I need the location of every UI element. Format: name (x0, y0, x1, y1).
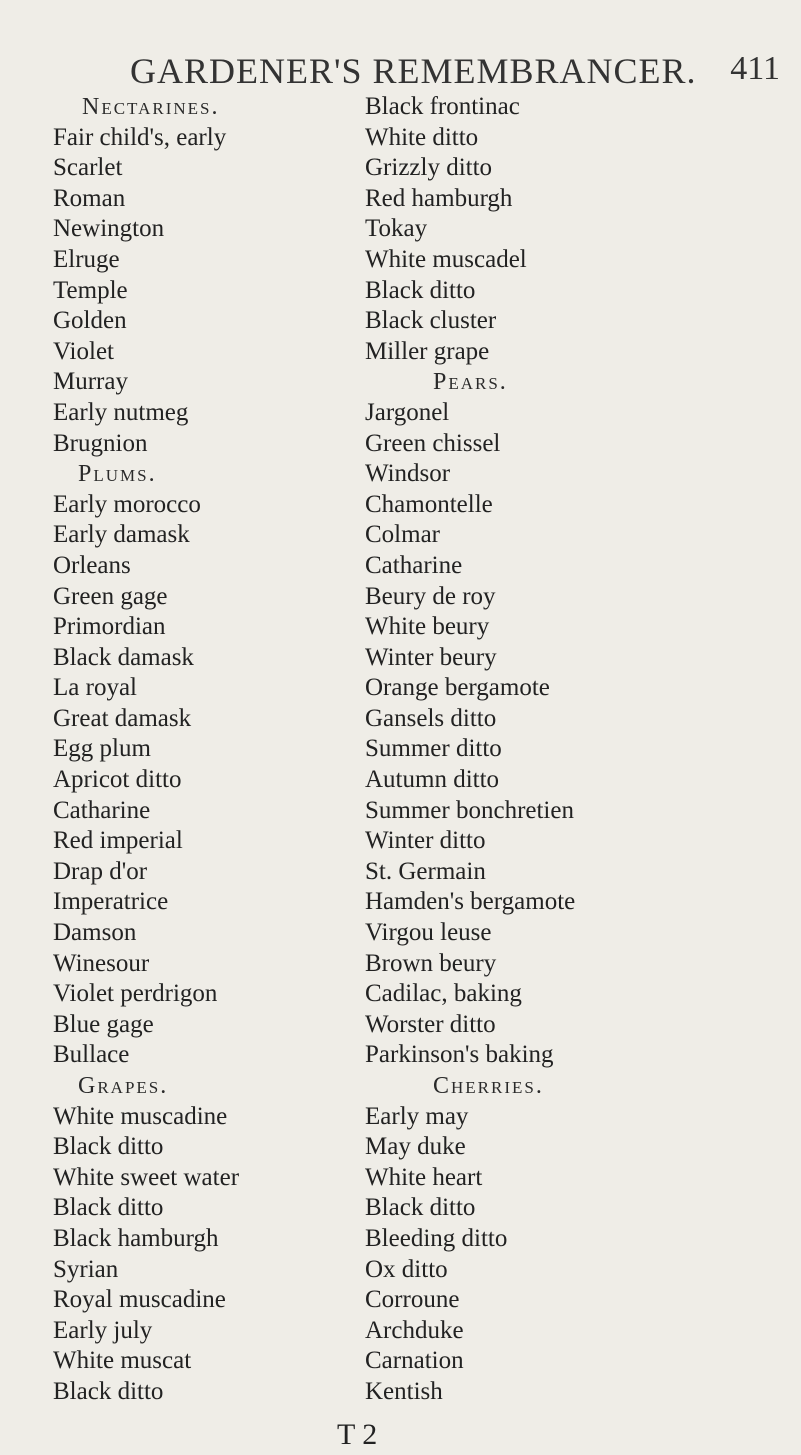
list-item: Beury de roy (365, 582, 496, 610)
list-item: Early july (53, 1316, 153, 1344)
list-item: Chamontelle (365, 490, 493, 518)
list-item: Great damask (53, 704, 192, 732)
list-item: Black cluster (365, 307, 497, 335)
list-item: Black ditto (53, 1194, 164, 1222)
list-item: White sweet water (53, 1163, 240, 1191)
list-item: Catharine (53, 796, 151, 824)
list-item: Fair child's, early (53, 123, 227, 151)
list-item: Worster ditto (365, 1010, 496, 1038)
list-item: Roman (53, 184, 126, 212)
list-item: Tokay (365, 215, 428, 243)
signature-mark: T 2 (337, 1418, 378, 1451)
list-item: Early may (365, 1102, 469, 1130)
list-item: Black ditto (53, 1377, 164, 1405)
list-item: Archduke (365, 1316, 464, 1344)
list-item: Syrian (53, 1255, 119, 1283)
list-item: Damson (53, 919, 137, 947)
list-item: Ox ditto (365, 1255, 448, 1283)
list-item: White heart (365, 1163, 483, 1191)
section-heading: Nectarines. (82, 94, 220, 120)
list-item: Carnation (365, 1347, 464, 1375)
list-item: Bleeding ditto (365, 1224, 508, 1252)
list-item: Orange bergamote (365, 674, 550, 702)
section-heading: Pears. (433, 369, 508, 396)
list-item: Newington (53, 215, 165, 243)
list-item: May duke (365, 1133, 466, 1161)
list-item: Black ditto (53, 1133, 164, 1161)
list-item: La royal (53, 674, 137, 702)
list-item: Early damask (53, 521, 190, 549)
left-column (53, 92, 413, 1408)
list-item: White muscat (53, 1347, 192, 1375)
list-item: Black ditto (365, 276, 476, 304)
list-item: Catharine (365, 551, 463, 579)
list-item: Brown beury (365, 949, 497, 977)
list-item: Red hamburgh (365, 184, 513, 212)
list-item: Windsor (365, 460, 451, 488)
list-item: Winesour (53, 949, 150, 977)
running-header (100, 50, 780, 94)
list-item: Imperatrice (53, 888, 169, 916)
list-item: White ditto (365, 123, 479, 151)
list-item: Colmar (365, 521, 440, 549)
list-item: Bullace (53, 1041, 130, 1069)
list-item: Apricot ditto (53, 766, 182, 794)
list-item: Virgou leuse (365, 919, 492, 947)
list-item: Violet (53, 337, 114, 365)
list-item: Blue gage (53, 1010, 154, 1038)
list-item: Black frontinac (365, 93, 520, 120)
list-item: Temple (53, 276, 128, 304)
list-item: Early nutmeg (53, 398, 189, 426)
list-item: Parkinson's baking (365, 1041, 554, 1069)
list-item: Primordian (53, 613, 166, 641)
list-item: Miller grape (365, 337, 490, 365)
list-item: Black ditto (365, 1194, 476, 1222)
list-item: Green chissel (365, 429, 501, 457)
list-item: Autumn ditto (365, 766, 500, 794)
list-item: Kentish (365, 1377, 443, 1405)
list-item: Royal muscadine (53, 1286, 226, 1314)
list-item: Murray (53, 368, 128, 396)
list-item: Elruge (53, 245, 120, 273)
running-title: GARDENER'S REMEMBRANCER. (130, 51, 697, 91)
list-item: Summer bonchretien (365, 796, 574, 824)
list-item: St. Germain (365, 857, 486, 885)
section-heading: Grapes. (78, 1073, 169, 1099)
list-item: Grizzly ditto (365, 154, 493, 182)
list-item: Violet perdrigon (53, 980, 218, 1008)
list-item: White muscadine (53, 1102, 228, 1130)
list-item: Green gage (53, 582, 168, 610)
list-item: Golden (53, 307, 127, 335)
list-item: Corroune (365, 1286, 460, 1314)
list-item: Early morocco (53, 490, 201, 518)
list-item: Cadilac, baking (365, 980, 522, 1008)
list-item: Black hamburgh (53, 1224, 219, 1252)
list-item: Orleans (53, 551, 131, 579)
page-number: 411 (730, 50, 780, 87)
list-item: Gansels ditto (365, 704, 497, 732)
list-item: White muscadel (365, 245, 527, 273)
list-item: White beury (365, 613, 490, 641)
list-item: Egg plum (53, 735, 151, 763)
list-item: Winter beury (365, 643, 497, 671)
list-item: Winter ditto (365, 827, 486, 855)
section-heading: Cherries. (433, 1073, 544, 1099)
list-item: Summer ditto (365, 735, 502, 763)
list-item: Hamden's bergamote (365, 888, 576, 916)
section-heading: Plums. (78, 461, 157, 488)
list-item: Jargonel (365, 398, 450, 426)
list-item: Scarlet (53, 154, 123, 182)
right-column (365, 92, 725, 1408)
list-item: Brugnion (53, 429, 148, 457)
list-item: Drap d'or (53, 857, 148, 885)
list-item: Red imperial (53, 827, 183, 855)
list-item: Black damask (53, 643, 194, 671)
